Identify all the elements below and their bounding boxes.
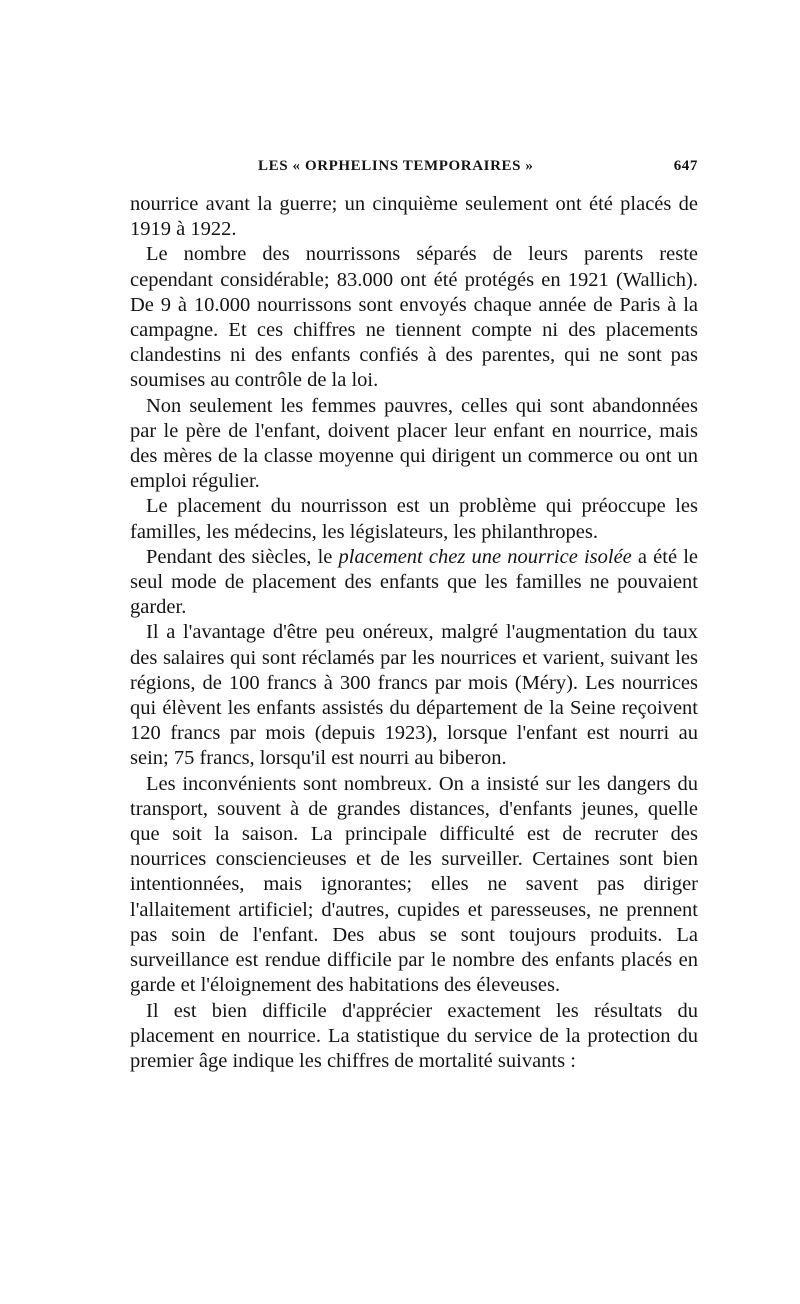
paragraph-isolated-nurse <box>130 545 698 621</box>
body-text <box>130 192 698 1074</box>
emphasized-term: placement chez une nourrice isolée <box>338 545 632 568</box>
book-page <box>130 158 698 1074</box>
paragraph-continuation: nourrice avant la guerre; un cinquième seulement ont été placés de 1919 à 1922. <box>130 193 698 241</box>
paragraph-text: a été le seul mode de placement des enfants que les familles ne pouvaient garder. <box>130 545 698 619</box>
paragraph-nurslings-count: Le nombre des nourrissons séparés de leurs parents reste cependant considérable; 83.000 ont été protégés en 1921 (Wallich). De 9 à 10.000 nourrissons sont envoyés chaque année de Paris à la campagne. Et ces chiffres ne tiennent compte ni des placements clandestins ni des enfants confiés à des parentes, qui ne sont pas soumises au contrôle de la loi. <box>130 243 698 392</box>
paragraph-wages: Il a l'avantage d'être peu onéreux, malgré l'augmentation du taux des salaires qui sont réclamés par les nourrices et varient, suivant les régions, de 100 francs à 300 francs par mois (Méry). Les nourrices qui élèvent les enfants assistés du département de la Seine reçoivent 120 francs par mois (depuis 1923), lorsque l'enfant est nourri au sein; 75 francs, lorsqu'il est nourri au biberon. <box>130 621 698 770</box>
paragraph-mothers: Non seulement les femmes pauvres, celles qui sont abandonnées par le père de l'enfant, doivent placer leur enfant en nourrice, mais des mères de la classe moyenne qui dirigent un commerce ou ont un emploi régulier. <box>130 394 698 493</box>
paragraph-placement-problem: Le placement du nourrisson est un problème qui préoccupe les familles, les médecins, les législateurs, les philanthropes. <box>130 495 698 543</box>
running-header <box>130 158 698 182</box>
paragraph-drawbacks: Les inconvénients sont nombreux. On a insisté sur les dangers du transport, souvent à de grandes distances, d'enfants jeunes, quelle que soit la saison. La principale difficulté est de recruter des nourrices consciencieuses et de les surveiller. Certaines sont bien intentionnées, mais ignorantes; elles ne savent pas diriger l'allaitement artificiel; d'autres, cupides et paresseuses, ne prennent pas soin de l'enfant. Des abus se sont toujours produits. La surveillance est rendue difficile par le nombre des enfants placés en garde et l'éloignement des habitations des éleveuses. <box>130 772 698 997</box>
page-number: 647 <box>673 158 698 174</box>
paragraph-text: Pendant des siècles, le <box>146 545 339 568</box>
running-title: LES « ORPHELINS TEMPORAIRES » <box>258 158 534 174</box>
paragraph-statistics: Il est bien difficile d'apprécier exactement les résultats du placement en nourrice. La statistique du service de la protection du premier âge indique les chiffres de mortalité suivants : <box>130 999 698 1072</box>
